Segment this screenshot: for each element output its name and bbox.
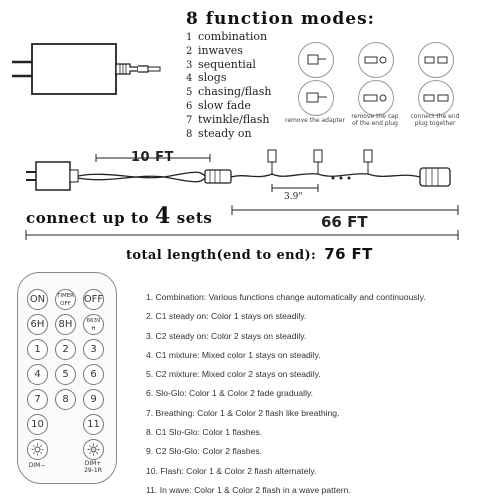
power-adapter-illustration [10, 40, 170, 100]
mode-item: 2 inwaves [186, 43, 243, 57]
step-2-top-icon [358, 42, 394, 78]
connect-sets-label: connect up to 4 sets [26, 203, 213, 229]
timer-off-button[interactable]: TIMER OFF [55, 289, 76, 310]
sun-icon [31, 443, 44, 456]
function-item: 6. Slo-Glo: Color 1 & Color 2 fade gradually. [146, 388, 314, 399]
number-button-2[interactable]: 2 [55, 339, 76, 360]
function-item: 11. In wave: Color 1 & Color 2 flash in a wave pattern. [146, 484, 351, 495]
total-length-label: total length(end to end): 76 FT [126, 245, 373, 263]
dim-minus-caption: DIM− [28, 462, 46, 469]
step-1-icon [298, 80, 334, 116]
function-item: 4. C1 mixture: Mixed color 1 stays on steadily. [146, 349, 321, 360]
function-item: 5. C2 mixture: Mixed color 2 stays on steadily. [146, 369, 321, 380]
6h-button[interactable]: 6H [27, 314, 48, 335]
number-button-3[interactable]: 3 [83, 339, 104, 360]
number-button-7[interactable]: 7 [27, 389, 48, 410]
function-item: 10. Flash: Color 1 & Color 2 flash alternately. [146, 465, 317, 476]
off-button[interactable]: OFF [83, 289, 104, 310]
timer-6639h-button[interactable]: 6639 H [83, 314, 104, 335]
number-button-1[interactable]: 1 [27, 339, 48, 360]
dim-minus-button[interactable] [27, 439, 48, 460]
function-item: 8. C1 Slo-Glo: Color 1 flashes. [146, 427, 263, 438]
mode-list [186, 31, 271, 141]
dim-plus-button[interactable] [83, 439, 104, 460]
function-item: 7. Breathing: Color 1 & Color 2 flash like breathing. [146, 407, 340, 418]
remote-control [17, 272, 117, 484]
mode-item: 3 sequential [186, 57, 256, 71]
number-button-8[interactable]: 8 [55, 389, 76, 410]
step-2-caption: remove the cap of the end plug [351, 113, 399, 127]
8h-button[interactable]: 8H [55, 314, 76, 335]
mode-item: 6 slow fade [186, 98, 251, 112]
number-button-6[interactable]: 6 [83, 364, 104, 385]
step-1-caption: remove the adapter [285, 117, 345, 124]
function-item: 9. C2 Slo-Glo: Color 2 flashes. [146, 446, 263, 457]
lead-length-label: 10 FT [131, 150, 174, 165]
on-button[interactable]: ON [27, 289, 48, 310]
step-3-icon [418, 80, 454, 116]
step-3-top-icon [418, 42, 454, 78]
dim-plus-caption: DIM+ [84, 460, 102, 467]
mode-item: 7 twinkle/flash [186, 112, 270, 126]
step-1-top-icon [298, 42, 334, 78]
number-button-5[interactable]: 5 [55, 364, 76, 385]
sun-bright-icon [87, 443, 100, 456]
mode-item: 1 combination [186, 30, 268, 43]
number-button-9[interactable]: 9 [83, 389, 104, 410]
function-item: 2. C1 steady on: Color 1 stays on steadily. [146, 311, 307, 322]
function-item: 1. Combination: Various functions change automatically and continuously. [146, 292, 426, 302]
function-item: 3. C2 steady on: Color 2 stays on steadily. [146, 330, 307, 341]
bulb-spacing-label: 3.9" [284, 192, 303, 202]
string-light-diagram [0, 140, 482, 250]
mode-item: 4 slogs [186, 71, 227, 85]
number-button-10[interactable]: 10 [27, 414, 48, 435]
modes-title: 8 function modes: [186, 9, 375, 29]
step-3-caption: connect the end plug together [410, 113, 460, 127]
function-list [146, 288, 426, 500]
remote-model-label: 29-1R [84, 467, 102, 474]
mode-item: 8 steady on [186, 126, 252, 140]
string-length-label: 66 FT [321, 213, 368, 231]
number-button-11[interactable]: 11 [83, 414, 104, 435]
step-2-icon [358, 80, 394, 116]
number-button-4[interactable]: 4 [27, 364, 48, 385]
mode-item: 5 chasing/flash [186, 85, 272, 99]
